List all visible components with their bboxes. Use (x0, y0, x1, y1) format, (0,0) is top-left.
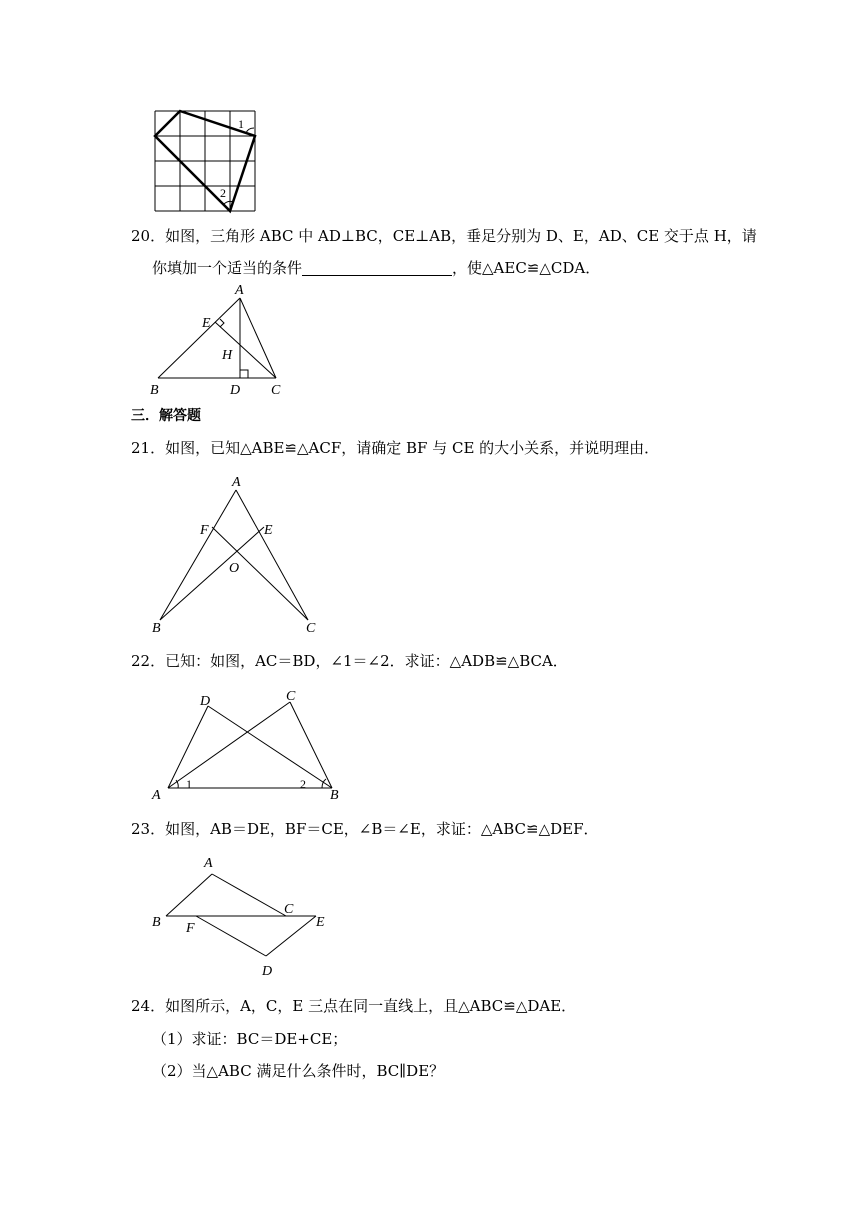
question-22: 22．已知：如图，AC＝BD，∠1＝∠2．求证：△ADB≌△BCA． (131, 652, 568, 670)
label-C: C (286, 689, 296, 704)
question-24-part1: （1）求证：BC＝DE+CE； (152, 1030, 348, 1048)
label-D: D (200, 694, 211, 709)
question-20-goal: ，使△AEC≌△CDA． (452, 259, 601, 277)
question-20-prompt: 你填加一个适当的条件 (152, 259, 303, 277)
label-D: D (230, 383, 241, 398)
label-A: A (232, 475, 241, 490)
label-A: A (152, 788, 161, 803)
label-C: C (284, 902, 294, 917)
label-B: B (150, 383, 159, 398)
question-23: 23．如图，AB＝DE，BF＝CE，∠B＝∠E，求证：△ABC≌△DEF． (131, 820, 599, 838)
angle-label-2: 2 (220, 186, 226, 200)
angle-label-1: 1 (238, 117, 244, 131)
grid-figure-19 (150, 106, 262, 218)
label-F: F (186, 921, 195, 936)
label-E: E (202, 316, 211, 331)
question-20-line2 (152, 257, 600, 279)
question-24: 24．如图所示，A，C，E 三点在同一直线上，且△ABC≌△DAE． (131, 997, 577, 1015)
label-B: B (330, 788, 339, 803)
label-C: C (271, 383, 281, 398)
question-20-line1: 20．如图，三角形 ABC 中 AD⊥BC，CE⊥AB，垂足分别为 D、E，AD、CE 交于点 H，请 (131, 227, 757, 245)
label-D: D (262, 964, 273, 979)
label-H: H (222, 348, 233, 363)
triangle-figure-23 (150, 850, 340, 980)
triangle-figure-20 (150, 282, 290, 402)
question-21: 21．如图，已知△ABE≌△ACF，请确定 BF 与 CE 的大小关系，并说明理由． (131, 439, 660, 457)
label-B: B (152, 915, 161, 930)
label-E: E (316, 915, 325, 930)
question-24-part2: （2）当△ABC 满足什么条件时，BC∥DE？ (152, 1062, 445, 1080)
label-F: F (200, 523, 209, 538)
angle-label-2: 2 (300, 777, 306, 791)
label-A: A (235, 283, 244, 298)
label-C: C (306, 621, 316, 636)
section-title: 三．解答题 (131, 408, 201, 424)
label-B: B (152, 621, 161, 636)
label-E: E (264, 523, 273, 538)
triangle-figure-21 (150, 472, 330, 637)
triangle-figure-22 (150, 688, 350, 806)
angle-label-1: 1 (186, 777, 192, 791)
label-A: A (204, 856, 213, 871)
answer-blank[interactable] (302, 259, 452, 276)
label-O: O (229, 561, 240, 576)
